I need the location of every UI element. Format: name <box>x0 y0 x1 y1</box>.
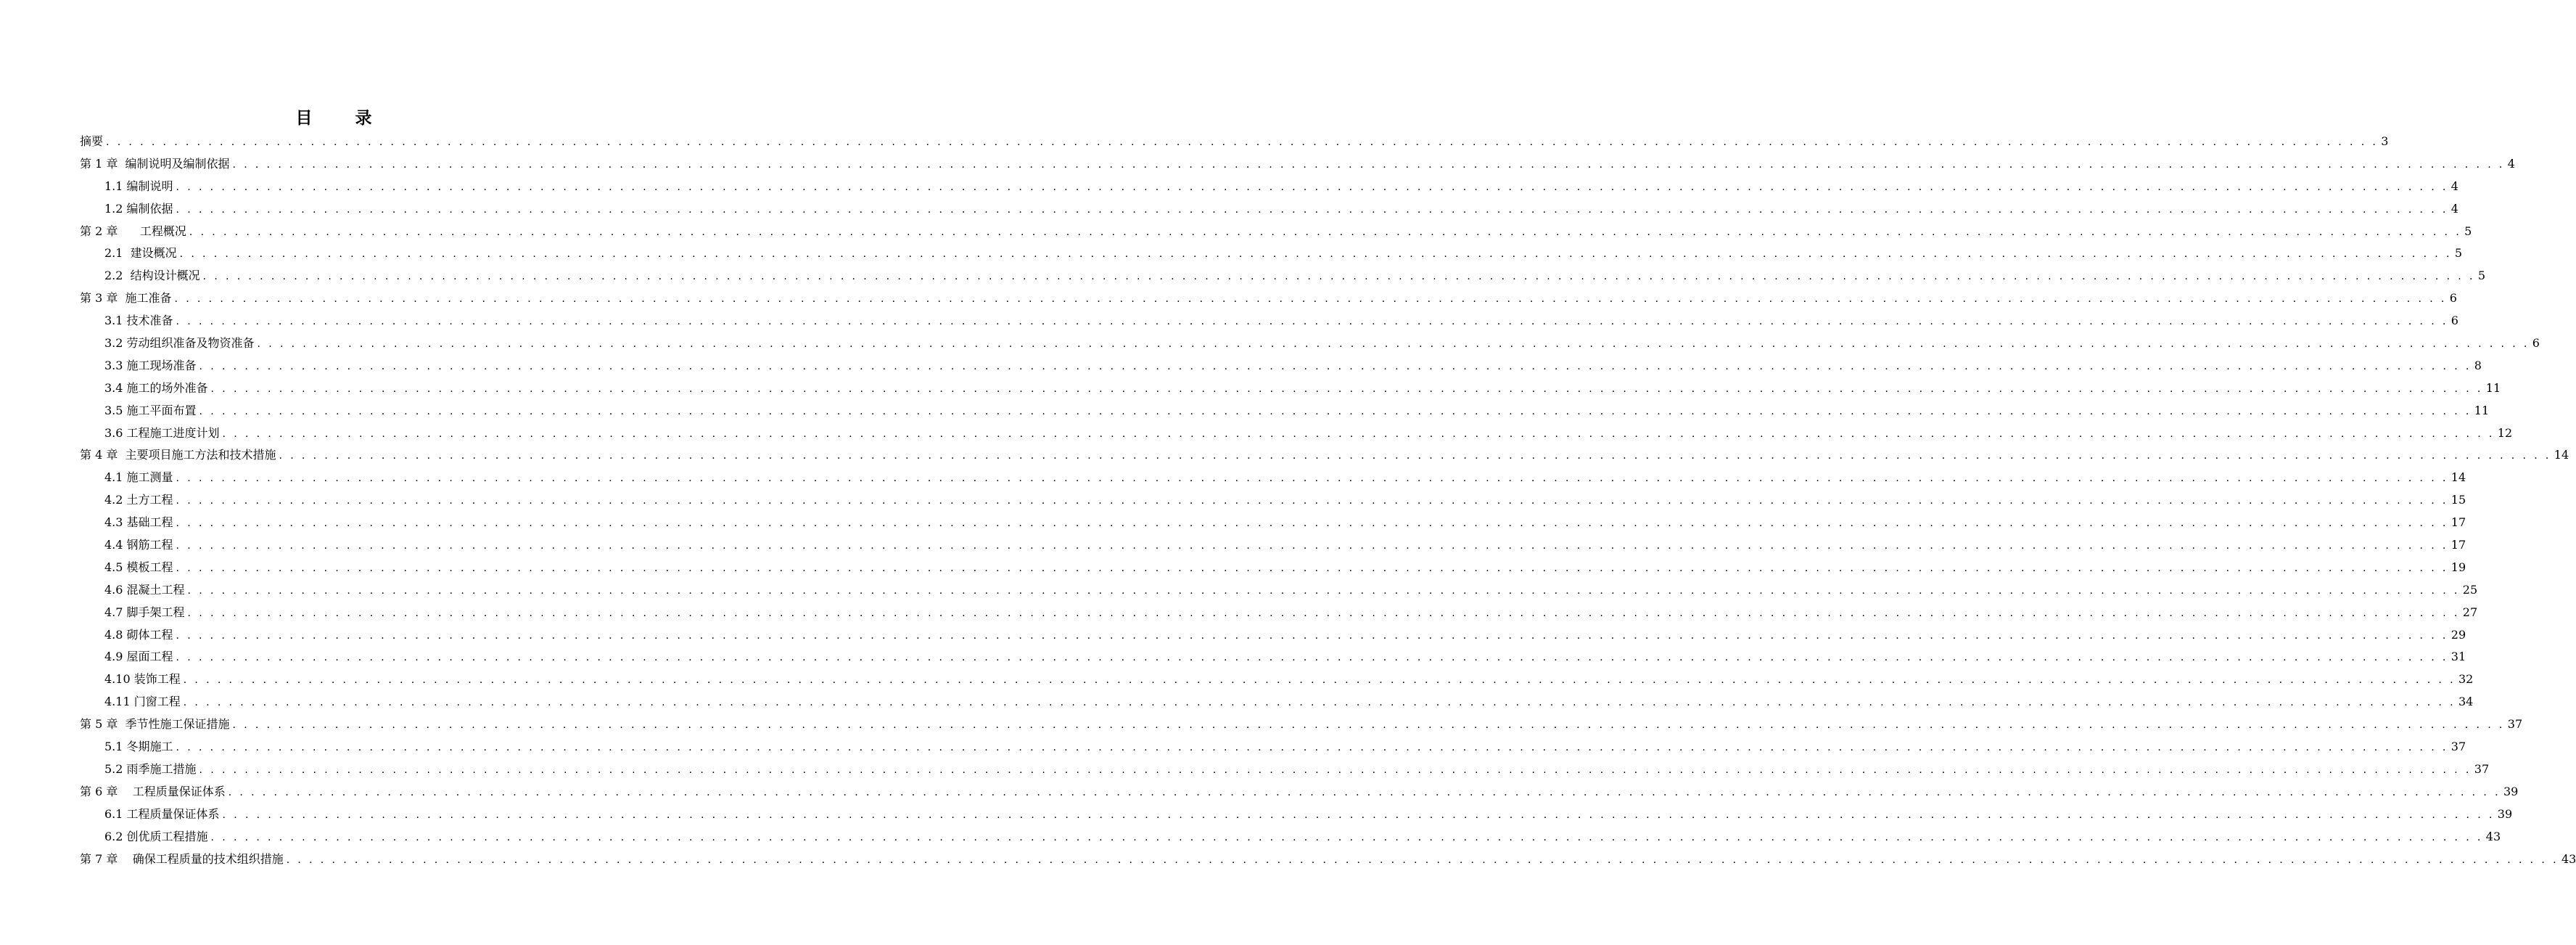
toc-entry[interactable] <box>80 153 2515 176</box>
toc-entry-label: 4.6 混凝土工程 <box>104 582 185 597</box>
toc-entry[interactable] <box>80 557 2466 579</box>
toc-entry-page-number: 6 <box>2532 336 2540 351</box>
toc-entry[interactable] <box>80 355 2482 377</box>
toc-entry-label: 4.3 基础工程 <box>104 515 173 530</box>
toc-entry-label: 2.1 建设概况 <box>104 246 177 261</box>
toc-entry-label: 4.2 土方工程 <box>104 493 173 507</box>
dot-leader: . . . . . . . . . . . . . . . . . . . . . . . . . . . . . . . . . . . . . . . . . . . . . . . . . . . . . . . . . . . . . . . . . . . . . . . . . . . . . . . . . . . . . . . . . . . . . . . . . . . . . . . . . . . . . . . . . . . . . . . . . . . . . . . . . . . . . . . . . . . . . . . . . . . . . . . . . . . . . . . . . . . . . . . . . . . . . . . . . . . . . . . . . . . . . . . . . . . . . . . . <box>199 360 2472 372</box>
toc-entry-page-number: 5 <box>2477 269 2486 283</box>
dot-leader: . . . . . . . . . . . . . . . . . . . . . . . . . . . . . . . . . . . . . . . . . . . . . . . . . . . . . . . . . . . . . . . . . . . . . . . . . . . . . . . . . . . . . . . . . . . . . . . . . . . . . . . . . . . . . . . . . . . . . . . . . . . . . . . . . . . . . . . . . . . . . . . . . . . . . . . . . . . . . . . . . . . . . . . . . . . . . . . . . . . . . . . . . . . . . . . . . . . . . . . . <box>257 338 2530 351</box>
toc-entry-label: 第 3 章 施工准备 <box>80 291 172 306</box>
toc-entry-page-number: 31 <box>2451 650 2466 664</box>
toc-entry[interactable] <box>80 467 2466 489</box>
toc-entry[interactable] <box>80 848 2576 871</box>
toc-entry[interactable] <box>80 400 2490 422</box>
dot-leader: . . . . . . . . . . . . . . . . . . . . . . . . . . . . . . . . . . . . . . . . . . . . . . . . . . . . . . . . . . . . . . . . . . . . . . . . . . . . . . . . . . . . . . . . . . . . . . . . . . . . . . . . . . . . . . . . . . . . . . . . . . . . . . . . . . . . . . . . . . . . . . . . . . . . . . . . . . . . . . . . . . . . . . . . . . . . . . . . . . . . . . . . . . . . . . . . . . . . . . . . <box>222 428 2495 440</box>
toc-entry[interactable] <box>80 579 2478 602</box>
toc-entry-page-number: 43 <box>2561 851 2576 866</box>
toc-entry-page-number: 6 <box>2449 291 2457 306</box>
toc-entry[interactable] <box>80 534 2466 557</box>
toc-entry-label: 4.11 门窗工程 <box>104 695 181 709</box>
dot-leader: . . . . . . . . . . . . . . . . . . . . . . . . . . . . . . . . . . . . . . . . . . . . . . . . . . . . . . . . . . . . . . . . . . . . . . . . . . . . . . . . . . . . . . . . . . . . . . . . . . . . . . . . . . . . . . . . . . . . . . . . . . . . . . . . . . . . . . . . . . . . . . . . . . . . . . . . . . . . . . . . . . . . . . . . . . . . . . . . . . . . . . . . . . . . . . . . . . . . . . . . <box>210 382 2483 395</box>
dot-leader: . . . . . . . . . . . . . . . . . . . . . . . . . . . . . . . . . . . . . . . . . . . . . . . . . . . . . . . . . . . . . . . . . . . . . . . . . . . . . . . . . . . . . . . . . . . . . . . . . . . . . . . . . . . . . . . . . . . . . . . . . . . . . . . . . . . . . . . . . . . . . . . . . . . . . . . . . . . . . . . . . . . . . . . . . . . . . . . . . . . . . . . . . . . . . . . . . . . . . . . . <box>210 831 2483 843</box>
toc-entry-label: 摘要 <box>80 134 104 148</box>
toc-entry[interactable] <box>80 198 2458 221</box>
dot-leader: . . . . . . . . . . . . . . . . . . . . . . . . . . . . . . . . . . . . . . . . . . . . . . . . . . . . . . . . . . . . . . . . . . . . . . . . . . . . . . . . . . . . . . . . . . . . . . . . . . . . . . . . . . . . . . . . . . . . . . . . . . . . . . . . . . . . . . . . . . . . . . . . . . . . . . . . . . . . . . . . . . . . . . . . . . . . . . . . . . . . . . . . . . . . . . . . . . . . . . . . <box>176 652 2448 664</box>
toc-entry-label: 4.7 脚手架工程 <box>104 605 185 619</box>
toc-entry-label: 4.8 砌体工程 <box>104 627 173 642</box>
dot-leader: . . . . . . . . . . . . . . . . . . . . . . . . . . . . . . . . . . . . . . . . . . . . . . . . . . . . . . . . . . . . . . . . . . . . . . . . . . . . . . . . . . . . . . . . . . . . . . . . . . . . . . . . . . . . . . . . . . . . . . . . . . . . . . . . . . . . . . . . . . . . . . . . . . . . . . . . . . . . . . . . . . . . . . . . . . . . . . . . . . . . . . . . . . . . . . . . . . . . . . . . <box>176 181 2448 193</box>
toc-entry-page-number: 37 <box>2507 717 2523 732</box>
toc-entry[interactable] <box>80 602 2478 624</box>
toc-entry-page-number: 17 <box>2451 515 2466 530</box>
toc-entry-page-number: 39 <box>2503 784 2519 798</box>
toc-entry-label: 3.3 施工现场准备 <box>104 358 197 372</box>
toc-entry-page-number: 6 <box>2451 314 2458 328</box>
toc-entry-page-number: 11 <box>2474 403 2490 417</box>
dot-leader: . . . . . . . . . . . . . . . . . . . . . . . . . . . . . . . . . . . . . . . . . . . . . . . . . . . . . . . . . . . . . . . . . . . . . . . . . . . . . . . . . . . . . . . . . . . . . . . . . . . . . . . . . . . . . . . . . . . . . . . . . . . . . . . . . . . . . . . . . . . . . . . . . . . . . . . . . . . . . . . . . . . . . . . . . . . . . . . . . . . . . . . . . . . . . . . . . . . . . . . . <box>176 472 2448 485</box>
dot-leader: . . . . . . . . . . . . . . . . . . . . . . . . . . . . . . . . . . . . . . . . . . . . . . . . . . . . . . . . . . . . . . . . . . . . . . . . . . . . . . . . . . . . . . . . . . . . . . . . . . . . . . . . . . . . . . . . . . . . . . . . . . . . . . . . . . . . . . . . . . . . . . . . . . . . . . . . . . . . . . . . . . . . . . . . . . . . . . . . . . . . . . . . . . . . . . . . . . . . . . . . <box>228 786 2501 798</box>
toc-entry[interactable] <box>80 691 2474 713</box>
dot-leader: . . . . . . . . . . . . . . . . . . . . . . . . . . . . . . . . . . . . . . . . . . . . . . . . . . . . . . . . . . . . . . . . . . . . . . . . . . . . . . . . . . . . . . . . . . . . . . . . . . . . . . . . . . . . . . . . . . . . . . . . . . . . . . . . . . . . . . . . . . . . . . . . . . . . . . . . . . . . . . . . . . . . . . . . . . . . . . . . . . . . . . . . . . . . . . . . . . . . . . . . <box>176 495 2448 507</box>
toc-entry-page-number: 19 <box>2451 560 2466 574</box>
toc-entry[interactable] <box>80 713 2523 736</box>
toc-entry-label: 1.1 编制说明 <box>104 179 173 193</box>
dot-leader: . . . . . . . . . . . . . . . . . . . . . . . . . . . . . . . . . . . . . . . . . . . . . . . . . . . . . . . . . . . . . . . . . . . . . . . . . . . . . . . . . . . . . . . . . . . . . . . . . . . . . . . . . . . . . . . . . . . . . . . . . . . . . . . . . . . . . . . . . . . . . . . . . . . . . . . . . . . . . . . . . . . . . . . . . . . . . . . . . . . . . . . . . . . . . . . . . . . . . . . . <box>183 674 2456 687</box>
toc-entry-page-number: 4 <box>2451 201 2458 216</box>
dot-leader: . . . . . . . . . . . . . . . . . . . . . . . . . . . . . . . . . . . . . . . . . . . . . . . . . . . . . . . . . . . . . . . . . . . . . . . . . . . . . . . . . . . . . . . . . . . . . . . . . . . . . . . . . . . . . . . . . . . . . . . . . . . . . . . . . . . . . . . . . . . . . . . . . . . . . . . . . . . . . . . . . . . . . . . . . . . . . . . . . . . . . . . . . . . . . . . . . . . . . . . . <box>222 809 2495 821</box>
toc-entry[interactable] <box>80 803 2513 826</box>
toc-entry[interactable] <box>80 736 2466 758</box>
toc-entry-page-number: 5 <box>2464 224 2472 238</box>
toc-entry-label: 4.1 施工测量 <box>104 470 173 485</box>
toc-entry[interactable] <box>80 646 2466 668</box>
toc-entry[interactable] <box>80 781 2519 803</box>
dot-leader: . . . . . . . . . . . . . . . . . . . . . . . . . . . . . . . . . . . . . . . . . . . . . . . . . . . . . . . . . . . . . . . . . . . . . . . . . . . . . . . . . . . . . . . . . . . . . . . . . . . . . . . . . . . . . . . . . . . . . . . . . . . . . . . . . . . . . . . . . . . . . . . . . . . . . . . . . . . . . . . . . . . . . . . . . . . . . . . . . . . . . . . . . . . . . . . . . . . . . . . . <box>199 405 2472 417</box>
dot-leader: . . . . . . . . . . . . . . . . . . . . . . . . . . . . . . . . . . . . . . . . . . . . . . . . . . . . . . . . . . . . . . . . . . . . . . . . . . . . . . . . . . . . . . . . . . . . . . . . . . . . . . . . . . . . . . . . . . . . . . . . . . . . . . . . . . . . . . . . . . . . . . . . . . . . . . . . . . . . . . . . . . . . . . . . . . . . . . . . . . . . . . . . . . . . . . . . . . . . . . . . <box>199 764 2472 776</box>
toc-entry[interactable] <box>80 758 2490 781</box>
dot-leader: . . . . . . . . . . . . . . . . . . . . . . . . . . . . . . . . . . . . . . . . . . . . . . . . . . . . . . . . . . . . . . . . . . . . . . . . . . . . . . . . . . . . . . . . . . . . . . . . . . . . . . . . . . . . . . . . . . . . . . . . . . . . . . . . . . . . . . . . . . . . . . . . . . . . . . . . . . . . . . . . . . . . . . . . . . . . . . . . . . . . . . . . . . . . . . . . . . . . . . . . <box>187 607 2460 619</box>
toc-entry-page-number: 37 <box>2451 740 2466 754</box>
toc-entry-page-number: 14 <box>2451 470 2466 485</box>
toc-entry[interactable] <box>80 242 2463 265</box>
toc-entry-page-number: 14 <box>2554 448 2569 462</box>
toc-entry-label: 第 7 章 确保工程质量的技术组织措施 <box>80 851 284 866</box>
toc-entry-page-number: 4 <box>2507 156 2515 171</box>
toc-entry[interactable] <box>80 489 2466 512</box>
toc-entry-page-number: 12 <box>2497 425 2513 440</box>
toc-entry[interactable] <box>80 512 2466 534</box>
dot-leader: . . . . . . . . . . . . . . . . . . . . . . . . . . . . . . . . . . . . . . . . . . . . . . . . . . . . . . . . . . . . . . . . . . . . . . . . . . . . . . . . . . . . . . . . . . . . . . . . . . . . . . . . . . . . . . . . . . . . . . . . . . . . . . . . . . . . . . . . . . . . . . . . . . . . . . . . . . . . . . . . . . . . . . . . . . . . . . . . . . . . . . . . . . . . . . . . . . . . . . . . <box>174 293 2447 306</box>
toc-entry-label: 4.10 装饰工程 <box>104 672 181 687</box>
toc-entry-page-number: 37 <box>2474 761 2490 776</box>
toc-entry-label: 5.2 雨季施工措施 <box>104 761 197 776</box>
toc-entry-page-number: 17 <box>2451 538 2466 552</box>
toc-entry-label: 4.5 模板工程 <box>104 560 173 574</box>
toc-entry[interactable] <box>80 444 2569 467</box>
dot-leader: . . . . . . . . . . . . . . . . . . . . . . . . . . . . . . . . . . . . . . . . . . . . . . . . . . . . . . . . . . . . . . . . . . . . . . . . . . . . . . . . . . . . . . . . . . . . . . . . . . . . . . . . . . . . . . . . . . . . . . . . . . . . . . . . . . . . . . . . . . . . . . . . . . . . . . . . . . . . . . . . . . . . . . . . . . . . . . . . . . . . . . . . . . . . . . . . . . . . . . . . <box>176 203 2448 216</box>
dot-leader: . . . . . . . . . . . . . . . . . . . . . . . . . . . . . . . . . . . . . . . . . . . . . . . . . . . . . . . . . . . . . . . . . . . . . . . . . . . . . . . . . . . . . . . . . . . . . . . . . . . . . . . . . . . . . . . . . . . . . . . . . . . . . . . . . . . . . . . . . . . . . . . . . . . . . . . . . . . . . . . . . . . . . . . . . . . . . . . . . . . . . . . . . . . . . . . . . . . . . . . . <box>179 248 2452 261</box>
dot-leader: . . . . . . . . . . . . . . . . . . . . . . . . . . . . . . . . . . . . . . . . . . . . . . . . . . . . . . . . . . . . . . . . . . . . . . . . . . . . . . . . . . . . . . . . . . . . . . . . . . . . . . . . . . . . . . . . . . . . . . . . . . . . . . . . . . . . . . . . . . . . . . . . . . . . . . . . . . . . . . . . . . . . . . . . . . . . . . . . . . . . . . . . . . . . . . . . . . . . . . . . <box>176 562 2448 574</box>
dot-leader: . . . . . . . . . . . . . . . . . . . . . . . . . . . . . . . . . . . . . . . . . . . . . . . . . . . . . . . . . . . . . . . . . . . . . . . . . . . . . . . . . . . . . . . . . . . . . . . . . . . . . . . . . . . . . . . . . . . . . . . . . . . . . . . . . . . . . . . . . . . . . . . . . . . . . . . . . . . . . . . . . . . . . . . . . . . . . . . . . . . . . . . . . . . . . . . . . . . . . . . . <box>176 540 2448 552</box>
toc-entry-label: 6.1 工程质量保证体系 <box>104 806 220 821</box>
toc-entry[interactable] <box>80 131 2389 153</box>
toc-entry-label: 3.6 工程施工进度计划 <box>104 425 220 440</box>
toc-entry[interactable] <box>80 287 2457 310</box>
toc-entry-label: 2.2 结构设计概况 <box>104 269 200 283</box>
dot-leader: . . . . . . . . . . . . . . . . . . . . . . . . . . . . . . . . . . . . . . . . . . . . . . . . . . . . . . . . . . . . . . . . . . . . . . . . . . . . . . . . . . . . . . . . . . . . . . . . . . . . . . . . . . . . . . . . . . . . . . . . . . . . . . . . . . . . . . . . . . . . . . . . . . . . . . . . . . . . . . . . . . . . . . . . . . . . . . . . . . . . . . . . . . . . . . . . . . . . . . . . <box>176 742 2448 754</box>
dot-leader: . . . . . . . . . . . . . . . . . . . . . . . . . . . . . . . . . . . . . . . . . . . . . . . . . . . . . . . . . . . . . . . . . . . . . . . . . . . . . . . . . . . . . . . . . . . . . . . . . . . . . . . . . . . . . . . . . . . . . . . . . . . . . . . . . . . . . . . . . . . . . . . . . . . . . . . . . . . . . . . . . . . . . . . . . . . . . . . . . . . . . . . . . . . . . . . . . . . . . . . . <box>189 226 2462 238</box>
toc-entry[interactable] <box>80 310 2458 332</box>
dot-leader: . . . . . . . . . . . . . . . . . . . . . . . . . . . . . . . . . . . . . . . . . . . . . . . . . . . . . . . . . . . . . . . . . . . . . . . . . . . . . . . . . . . . . . . . . . . . . . . . . . . . . . . . . . . . . . . . . . . . . . . . . . . . . . . . . . . . . . . . . . . . . . . . . . . . . . . . . . . . . . . . . . . . . . . . . . . . . . . . . . . . . . . . . . . . . . . . . . . . . . . . <box>176 316 2448 328</box>
toc-entry-label: 第 6 章 工程质量保证体系 <box>80 784 226 798</box>
toc-entry[interactable] <box>80 377 2501 400</box>
toc-entry-page-number: 27 <box>2462 605 2478 619</box>
toc-entry-label: 3.1 技术准备 <box>104 314 173 328</box>
toc-entry-label: 6.2 创优质工程措施 <box>104 829 208 843</box>
page-title: 目 录 <box>295 108 385 128</box>
toc-entry-label: 4.9 屋面工程 <box>104 650 173 664</box>
toc-entry-label: 4.4 钢筋工程 <box>104 538 173 552</box>
toc-entry-page-number: 25 <box>2462 582 2478 597</box>
toc-entry[interactable] <box>80 176 2458 198</box>
toc-entry-page-number: 29 <box>2451 627 2466 642</box>
toc-entry[interactable] <box>80 624 2466 647</box>
dot-leader: . . . . . . . . . . . . . . . . . . . . . . . . . . . . . . . . . . . . . . . . . . . . . . . . . . . . . . . . . . . . . . . . . . . . . . . . . . . . . . . . . . . . . . . . . . . . . . . . . . . . . . . . . . . . . . . . . . . . . . . . . . . . . . . . . . . . . . . . . . . . . . . . . . . . . . . . . . . . . . . . . . . . . . . . . . . . . . . . . . . . . . . . . . . . . . . . . . . . . . . . <box>232 158 2505 171</box>
toc-entry-label: 第 5 章 季节性施工保证措施 <box>80 717 230 732</box>
dot-leader: . . . . . . . . . . . . . . . . . . . . . . . . . . . . . . . . . . . . . . . . . . . . . . . . . . . . . . . . . . . . . . . . . . . . . . . . . . . . . . . . . . . . . . . . . . . . . . . . . . . . . . . . . . . . . . . . . . . . . . . . . . . . . . . . . . . . . . . . . . . . . . . . . . . . . . . . . . . . . . . . . . . . . . . . . . . . . . . . . . . . . . . . . . . . . . . . . . . . . . . . <box>202 271 2475 283</box>
toc-entry-page-number: 11 <box>2485 380 2501 395</box>
toc-entry-page-number: 15 <box>2451 493 2466 507</box>
toc-entry-page-number: 43 <box>2485 829 2501 843</box>
toc-entry-page-number: 8 <box>2474 358 2482 372</box>
toc-entry-label: 3.4 施工的场外准备 <box>104 380 208 395</box>
table-of-contents <box>80 131 2576 870</box>
dot-leader: . . . . . . . . . . . . . . . . . . . . . . . . . . . . . . . . . . . . . . . . . . . . . . . . . . . . . . . . . . . . . . . . . . . . . . . . . . . . . . . . . . . . . . . . . . . . . . . . . . . . . . . . . . . . . . . . . . . . . . . . . . . . . . . . . . . . . . . . . . . . . . . . . . . . . . . . . . . . . . . . . . . . . . . . . . . . . . . . . . . . . . . . . . . . . . . . . . . . . . . . <box>176 518 2448 530</box>
dot-leader: . . . . . . . . . . . . . . . . . . . . . . . . . . . . . . . . . . . . . . . . . . . . . . . . . . . . . . . . . . . . . . . . . . . . . . . . . . . . . . . . . . . . . . . . . . . . . . . . . . . . . . . . . . . . . . . . . . . . . . . . . . . . . . . . . . . . . . . . . . . . . . . . . . . . . . . . . . . . . . . . . . . . . . . . . . . . . . . . . . . . . . . . . . . . . . . . . . . . . . . . <box>176 629 2448 642</box>
toc-entry[interactable] <box>80 221 2472 243</box>
dot-leader: . . . . . . . . . . . . . . . . . . . . . . . . . . . . . . . . . . . . . . . . . . . . . . . . . . . . . . . . . . . . . . . . . . . . . . . . . . . . . . . . . . . . . . . . . . . . . . . . . . . . . . . . . . . . . . . . . . . . . . . . . . . . . . . . . . . . . . . . . . . . . . . . . . . . . . . . . . . . . . . . . . . . . . . . . . . . . . . . . . . . . . . . . . . . . . . . . . . . . . . . <box>183 697 2456 709</box>
dot-leader: . . . . . . . . . . . . . . . . . . . . . . . . . . . . . . . . . . . . . . . . . . . . . . . . . . . . . . . . . . . . . . . . . . . . . . . . . . . . . . . . . . . . . . . . . . . . . . . . . . . . . . . . . . . . . . . . . . . . . . . . . . . . . . . . . . . . . . . . . . . . . . . . . . . . . . . . . . . . . . . . . . . . . . . . . . . . . . . . . . . . . . . . . . . . . . . . . . . . . . . . <box>279 450 2551 462</box>
dot-leader: . . . . . . . . . . . . . . . . . . . . . . . . . . . . . . . . . . . . . . . . . . . . . . . . . . . . . . . . . . . . . . . . . . . . . . . . . . . . . . . . . . . . . . . . . . . . . . . . . . . . . . . . . . . . . . . . . . . . . . . . . . . . . . . . . . . . . . . . . . . . . . . . . . . . . . . . . . . . . . . . . . . . . . . . . . . . . . . . . . . . . . . . . . . . . . . . . . . . . . . . <box>106 136 2379 148</box>
toc-entry-label: 第 4 章 主要项目施工方法和技术措施 <box>80 448 276 462</box>
toc-entry-label: 第 1 章 编制说明及编制依据 <box>80 156 230 171</box>
toc-entry-page-number: 39 <box>2497 806 2513 821</box>
toc-entry-page-number: 34 <box>2458 695 2474 709</box>
dot-leader: . . . . . . . . . . . . . . . . . . . . . . . . . . . . . . . . . . . . . . . . . . . . . . . . . . . . . . . . . . . . . . . . . . . . . . . . . . . . . . . . . . . . . . . . . . . . . . . . . . . . . . . . . . . . . . . . . . . . . . . . . . . . . . . . . . . . . . . . . . . . . . . . . . . . . . . . . . . . . . . . . . . . . . . . . . . . . . . . . . . . . . . . . . . . . . . . . . . . . . . . <box>232 719 2505 732</box>
toc-entry-page-number: 3 <box>2381 134 2389 148</box>
toc-entry-label: 3.5 施工平面布置 <box>104 403 197 417</box>
toc-entry[interactable] <box>80 826 2501 848</box>
toc-entry-label: 3.2 劳动组织准备及物资准备 <box>104 336 255 351</box>
toc-entry-label: 第 2 章 工程概况 <box>80 224 186 238</box>
dot-leader: . . . . . . . . . . . . . . . . . . . . . . . . . . . . . . . . . . . . . . . . . . . . . . . . . . . . . . . . . . . . . . . . . . . . . . . . . . . . . . . . . . . . . . . . . . . . . . . . . . . . . . . . . . . . . . . . . . . . . . . . . . . . . . . . . . . . . . . . . . . . . . . . . . . . . . . . . . . . . . . . . . . . . . . . . . . . . . . . . . . . . . . . . . . . . . . . . . . . . . . . <box>187 584 2460 597</box>
toc-entry[interactable] <box>80 422 2513 445</box>
toc-entry-page-number: 32 <box>2458 672 2474 687</box>
toc-entry[interactable] <box>80 265 2486 287</box>
dot-leader: . . . . . . . . . . . . . . . . . . . . . . . . . . . . . . . . . . . . . . . . . . . . . . . . . . . . . . . . . . . . . . . . . . . . . . . . . . . . . . . . . . . . . . . . . . . . . . . . . . . . . . . . . . . . . . . . . . . . . . . . . . . . . . . . . . . . . . . . . . . . . . . . . . . . . . . . . . . . . . . . . . . . . . . . . . . . . . . . . . . . . . . . . . . . . . . . . . . . . . . . <box>286 854 2559 866</box>
toc-entry-label: 1.2 编制依据 <box>104 201 173 216</box>
toc-entry-page-number: 4 <box>2451 179 2458 193</box>
toc-entry[interactable] <box>80 332 2540 355</box>
toc-entry-label: 5.1 冬期施工 <box>104 740 173 754</box>
toc-entry[interactable] <box>80 668 2474 691</box>
toc-entry-page-number: 5 <box>2454 246 2463 261</box>
